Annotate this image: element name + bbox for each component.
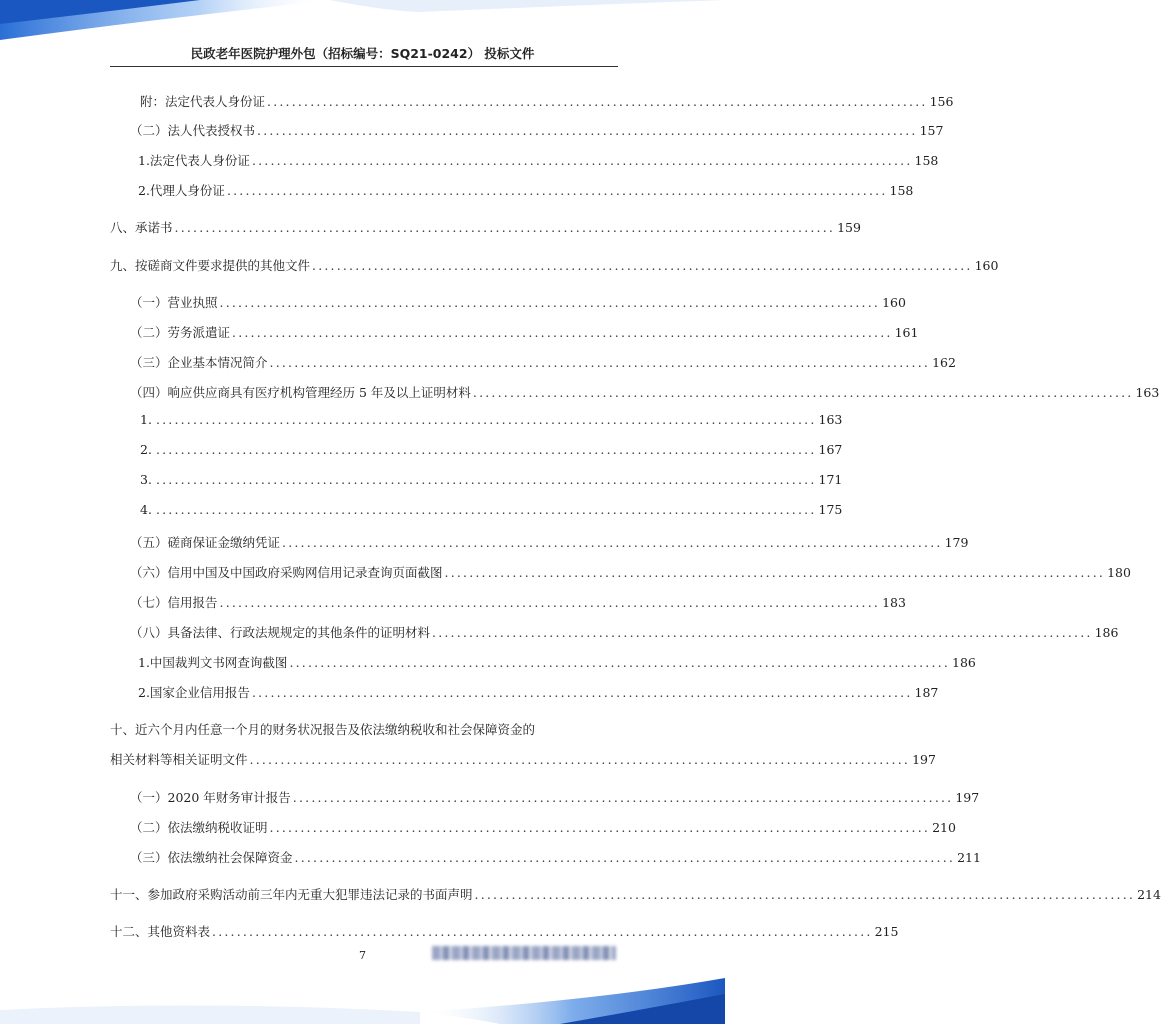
- toc-entry[interactable]: [110, 922, 899, 944]
- toc-entry-label: 相关材料等相关证明文件: [110, 752, 248, 767]
- toc-leader-dots: ...........................................................................................................: [267, 94, 928, 109]
- redacted-footer-text: [432, 946, 616, 960]
- toc-leader-dots: ...........................................................................................................: [155, 472, 817, 487]
- toc-entry[interactable]: [110, 885, 1161, 907]
- toc-entry-label: （四）响应供应商具有医疗机构管理经历 5 年及以上证明材料: [130, 385, 471, 400]
- toc-leader-dots: ...........................................................................................................: [432, 625, 1093, 640]
- toc-leader-dots: ...........................................................................................................: [251, 685, 913, 700]
- toc-entry[interactable]: [130, 788, 980, 810]
- toc-leader-dots: ...........................................................................................................: [472, 385, 1134, 400]
- toc-entry[interactable]: [130, 623, 1119, 645]
- toc-leader-dots: ...........................................................................................................: [474, 887, 1136, 902]
- toc-leader-dots: ...........................................................................................................: [257, 123, 918, 138]
- toc-entry-label: 九、按磋商文件要求提供的其他文件: [110, 258, 311, 273]
- toc-entry[interactable]: [110, 750, 936, 772]
- toc-entry-label: （一）2020 年财务审计报告: [130, 790, 291, 805]
- toc-entry[interactable]: [130, 293, 906, 315]
- toc-entry[interactable]: [130, 121, 944, 143]
- toc-entry-label: 十一、参加政府采购活动前三年内无重大犯罪违法记录的书面声明: [110, 887, 473, 902]
- toc-entry-label: 1.法定代表人身份证: [138, 153, 250, 168]
- toc-leader-dots: ...........................................................................................................: [292, 790, 954, 805]
- toc-entry-label: （一）营业执照: [130, 295, 218, 310]
- toc-entry[interactable]: [130, 818, 956, 840]
- toc-entry[interactable]: [130, 383, 1160, 405]
- toc-entry-page: 214: [1137, 887, 1161, 902]
- toc-entry-label: （八）具备法律、行政法规规定的其他条件的证明材料: [130, 625, 431, 640]
- toc-leader-dots: ...........................................................................................................: [226, 183, 888, 198]
- toc-entry-page: 183: [882, 595, 906, 610]
- toc-leader-dots: ...........................................................................................................: [312, 258, 973, 273]
- toc-entry[interactable]: [130, 323, 919, 345]
- toc-entry-page: 197: [955, 790, 980, 805]
- toc-entry[interactable]: [110, 256, 999, 278]
- toc-entry-page: 160: [974, 258, 999, 273]
- toc-entry[interactable]: [138, 181, 914, 203]
- toc-entry-page: 158: [914, 153, 939, 168]
- toc-entry[interactable]: [140, 502, 843, 524]
- toc-leader-dots: ...........................................................................................................: [282, 535, 943, 550]
- toc-leader-dots: ...........................................................................................................: [444, 565, 1106, 580]
- toc-entry-label: 十二、其他资料表: [110, 924, 211, 939]
- toc-entry-label: （二）劳务派遣证: [130, 325, 231, 340]
- toc-leader-dots: ...........................................................................................................: [155, 442, 817, 457]
- toc-entry-page: 157: [919, 123, 944, 138]
- toc-entry[interactable]: [140, 412, 843, 434]
- toc-entry-page: 160: [882, 295, 906, 310]
- toc-entry[interactable]: [140, 472, 843, 494]
- toc-entry-page: 175: [818, 502, 843, 517]
- toc-leader-dots: ...........................................................................................................: [269, 355, 931, 370]
- toc-entry[interactable]: [138, 683, 939, 705]
- toc-entry-label: 4.: [140, 502, 152, 517]
- toc-entry-page: 163: [1135, 385, 1160, 400]
- toc-entry-page: 180: [1107, 565, 1131, 580]
- toc-entry-label: （二）依法缴纳税收证明: [130, 820, 268, 835]
- toc-leader-dots: ...........................................................................................................: [289, 655, 950, 670]
- toc-leader-dots: ...........................................................................................................: [219, 295, 881, 310]
- toc-entry-page: 161: [894, 325, 919, 340]
- toc-entry[interactable]: [138, 151, 939, 173]
- toc-leader-dots: ...........................................................................................................: [212, 924, 873, 939]
- toc-entry[interactable]: [130, 593, 906, 615]
- toc-entry-page: 179: [944, 535, 969, 550]
- toc-entry[interactable]: [140, 92, 954, 114]
- toc-entry-page: 159: [837, 220, 861, 235]
- toc-entry-page: 171: [818, 472, 843, 487]
- document-header-title: 民政老年医院护理外包（招标编号：SQ21-0242） 投标文件: [190, 46, 535, 61]
- toc-entry-page: 167: [818, 442, 843, 457]
- toc-entry-page: 186: [1094, 625, 1119, 640]
- toc-entry-label: 附：法定代表人身份证: [140, 94, 266, 109]
- toc-entry[interactable]: [110, 218, 861, 240]
- toc-leader-dots: ...........................................................................................................: [155, 412, 817, 427]
- toc-entry-label: 2.: [140, 442, 152, 457]
- toc-entry[interactable]: [130, 353, 956, 375]
- toc-entry-page: 210: [932, 820, 956, 835]
- toc-entry-label: （三）依法缴纳社会保障资金: [130, 850, 293, 865]
- toc-leader-dots: ...........................................................................................................: [174, 220, 836, 235]
- toc-entry-label: （七）信用报告: [130, 595, 218, 610]
- toc-entry-label: 2.代理人身份证: [138, 183, 225, 198]
- toc-leader-dots: ...........................................................................................................: [232, 325, 893, 340]
- toc-entry-page: 158: [889, 183, 914, 198]
- toc-entry-page: 186: [952, 655, 976, 670]
- toc-entry-label: 2.国家企业信用报告: [138, 685, 250, 700]
- toc-leader-dots: ...........................................................................................................: [269, 820, 931, 835]
- toc-entry-page: 215: [874, 924, 899, 939]
- toc-entry-page: 197: [912, 752, 936, 767]
- toc-entry-page: 156: [929, 94, 954, 109]
- page-number: 7: [359, 949, 366, 962]
- toc-entry-label: （二）法人代表授权书: [130, 123, 256, 138]
- toc-entry-heading-line[interactable]: 十、近六个月内任意一个月的财务状况报告及依法缴纳税收和社会保障资金的: [110, 722, 536, 737]
- toc-entry-label: （三）企业基本情况简介: [130, 355, 268, 370]
- toc-entry[interactable]: [130, 848, 981, 870]
- toc-entry-page: 162: [932, 355, 956, 370]
- toc-entry-label: （六）信用中国及中国政府采购网信用记录查询页面截图: [130, 565, 443, 580]
- toc-entry-page: 211: [957, 850, 981, 865]
- toc-entry-label: 八、承诺书: [110, 220, 173, 235]
- toc-leader-dots: ...........................................................................................................: [251, 153, 913, 168]
- toc-entry-label: （五）磋商保证金缴纳凭证: [130, 535, 281, 550]
- toc-entry-label: 3.: [140, 472, 152, 487]
- toc-entry[interactable]: [130, 563, 1131, 585]
- toc-leader-dots: ...........................................................................................................: [294, 850, 956, 865]
- toc-entry[interactable]: [140, 442, 843, 464]
- toc-leader-dots: ...........................................................................................................: [155, 502, 817, 517]
- toc-leader-dots: ...........................................................................................................: [219, 595, 881, 610]
- toc-entry[interactable]: [130, 533, 969, 555]
- toc-entry-page: 163: [818, 412, 843, 427]
- toc-entry-label: 1.中国裁判文书网查询截图: [138, 655, 288, 670]
- toc-leader-dots: ...........................................................................................................: [249, 752, 911, 767]
- toc-entry[interactable]: [138, 653, 976, 675]
- toc-entry-label: 1.: [140, 412, 152, 427]
- toc-entry-page: 187: [914, 685, 939, 700]
